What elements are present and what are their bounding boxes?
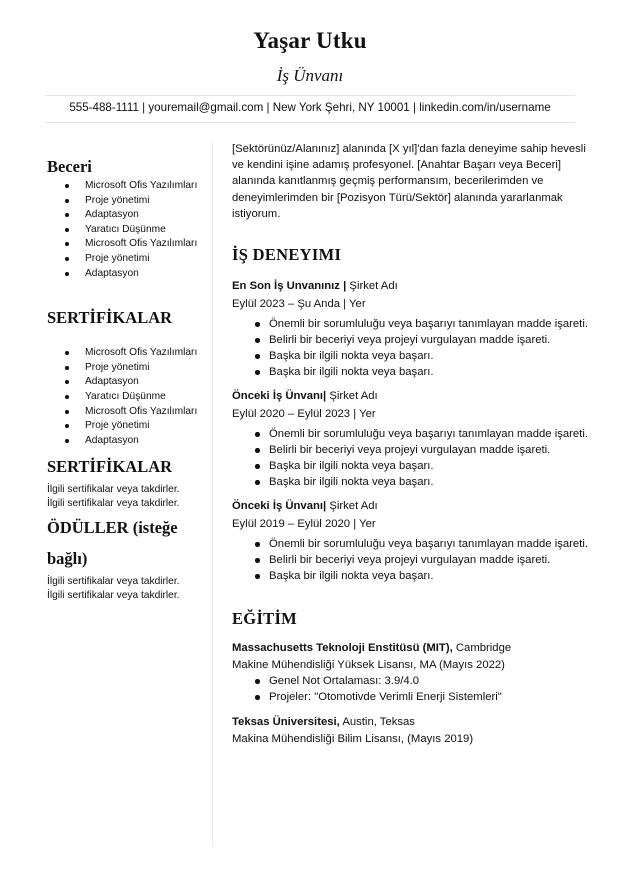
award-line: İlgili sertifikalar veya takdirler.	[47, 590, 180, 602]
list-item: Adaptasyon	[47, 375, 207, 390]
school-name: Massachusetts Teknoloji Enstitüsü (MIT),	[232, 642, 453, 655]
awards-heading-continued: bağlı)	[47, 549, 88, 569]
company-name: Şirket Adı	[346, 280, 398, 293]
job-dates: Eylül 2023 – Şu Anda | Yer	[232, 298, 366, 311]
list-item: Başka bir ilgili nokta veya başarı.	[232, 348, 592, 364]
list-item: Adaptasyon	[47, 267, 207, 282]
job-title-line	[232, 388, 592, 404]
education-bullets	[232, 673, 592, 705]
list-item: Proje yönetimi	[47, 419, 207, 434]
certification-line: İlgili sertifikalar veya takdirler.	[47, 484, 180, 496]
list-item: Microsoft Ofis Yazılımları	[47, 405, 207, 420]
company-name: Şirket Adı	[326, 390, 378, 403]
list-item: Başka bir ilgili nokta veya başarı.	[232, 458, 592, 474]
list-item: Başka bir ilgili nokta veya başarı.	[232, 568, 592, 584]
list-item: Projeler: "Otomotivde Verimli Enerji Sistemleri"	[232, 689, 592, 705]
list-item: Önemli bir sorumluluğu veya başarıyı tanımlayan madde işareti.	[232, 536, 592, 552]
job-position: En Son İş Unvanınız |	[232, 280, 347, 293]
list-item: Belirli bir beceriyi veya projeyi vurgulayan madde işareti.	[232, 332, 592, 348]
experience-heading: İŞ DENEYIMI	[232, 245, 342, 265]
certifications-list	[47, 346, 207, 448]
left-column	[47, 150, 207, 603]
education-entry	[232, 640, 592, 705]
certifications-text-section	[47, 456, 207, 511]
school-location: Cambridge	[452, 642, 512, 655]
right-column	[232, 141, 592, 747]
list-item: Microsoft Ofis Yazılımları	[47, 237, 207, 252]
awards-heading: ÖDÜLLER (isteğe	[47, 518, 178, 538]
list-item: Belirli bir beceriyi veya projeyi vurgulayan madde işareti.	[232, 552, 592, 568]
list-item: Microsoft Ofis Yazılımları	[47, 179, 207, 194]
award-line: İlgili sertifikalar veya takdirler.	[47, 576, 180, 588]
certifications-list-section	[47, 307, 207, 448]
degree: Makine Mühendisliği Yüksek Lisansı, MA (Mayıs 2022)	[232, 658, 505, 671]
job-position: Önceki İş Ünvanı|	[232, 500, 327, 513]
list-item: Adaptasyon	[47, 434, 207, 449]
school-name: Teksas Üniversitesi,	[232, 716, 340, 729]
candidate-name: Yaşar Utku	[253, 28, 367, 53]
job-position: Önceki İş Ünvanı|	[232, 390, 327, 403]
school-line	[232, 640, 592, 657]
job-bullets	[232, 426, 592, 490]
awards-section	[47, 517, 207, 603]
skills-heading: Beceri	[47, 157, 92, 176]
list-item: Yaratıcı Düşünme	[47, 390, 207, 405]
list-item: Proje yönetimi	[47, 194, 207, 209]
list-item: Başka bir ilgili nokta veya başarı.	[232, 474, 592, 490]
skills-list	[47, 179, 207, 281]
school-line	[232, 714, 592, 731]
professional-summary: [Sektörünüz/Alanınız] alanında [X yıl]'dan fazla deneyime sahip hevesli ve kendini işine adamış profesyonel. [Anahtar Başarı veya Beceri] alanında kanıtlanmış geçmiş performansım, becerilerimden ve deneyimlerimden bir [Pozisyon Türü/Sektör] alanında yararlanmak istiyorum.	[232, 143, 586, 220]
education-heading: EĞİTİM	[232, 609, 298, 629]
job-title-line	[232, 278, 592, 294]
list-item: Başka bir ilgili nokta veya başarı.	[232, 364, 592, 380]
contact-line: 555-488-1111 | youremail@gmail.com | New York Şehri, NY 10001 | linkedin.com/in/username	[69, 101, 551, 114]
job-title: İş Ünvanı	[276, 66, 344, 85]
job-bullets	[232, 316, 592, 380]
list-item: Proje yönetimi	[47, 252, 207, 267]
education-entry	[232, 714, 592, 747]
job-dates: Eylül 2019 – Eylül 2020 | Yer	[232, 518, 376, 531]
job-title-line	[232, 498, 592, 514]
job-bullets	[232, 536, 592, 584]
job-entry	[232, 498, 592, 584]
degree: Makina Mühendisliği Bilim Lisansı, (Mayıs 2019)	[232, 732, 474, 745]
job-dates: Eylül 2020 – Eylül 2023 | Yer	[232, 408, 376, 421]
list-item: Adaptasyon	[47, 208, 207, 223]
job-entry	[232, 388, 592, 490]
skills-section	[47, 156, 207, 281]
certifications-heading: SERTİFİKALAR	[47, 308, 173, 328]
list-item: Genel Not Ortalaması: 3.9/4.0	[232, 673, 592, 689]
list-item: Microsoft Ofis Yazılımları	[47, 346, 207, 361]
column-divider	[212, 141, 213, 847]
certification-line: İlgili sertifikalar veya takdirler.	[47, 498, 180, 510]
contact-bottom-rule	[45, 122, 575, 123]
school-location: Austin, Teksas	[339, 716, 415, 729]
list-item: Proje yönetimi	[47, 361, 207, 376]
contact-top-rule	[45, 95, 575, 96]
list-item: Belirli bir beceriyi veya projeyi vurgulayan madde işareti.	[232, 442, 592, 458]
job-entry	[232, 278, 592, 380]
list-item: Önemli bir sorumluluğu veya başarıyı tanımlayan madde işareti.	[232, 426, 592, 442]
list-item: Önemli bir sorumluluğu veya başarıyı tanımlayan madde işareti.	[232, 316, 592, 332]
certifications-heading-2: SERTİFİKALAR	[47, 457, 173, 477]
list-item: Yaratıcı Düşünme	[47, 223, 207, 238]
company-name: Şirket Adı	[326, 500, 378, 513]
